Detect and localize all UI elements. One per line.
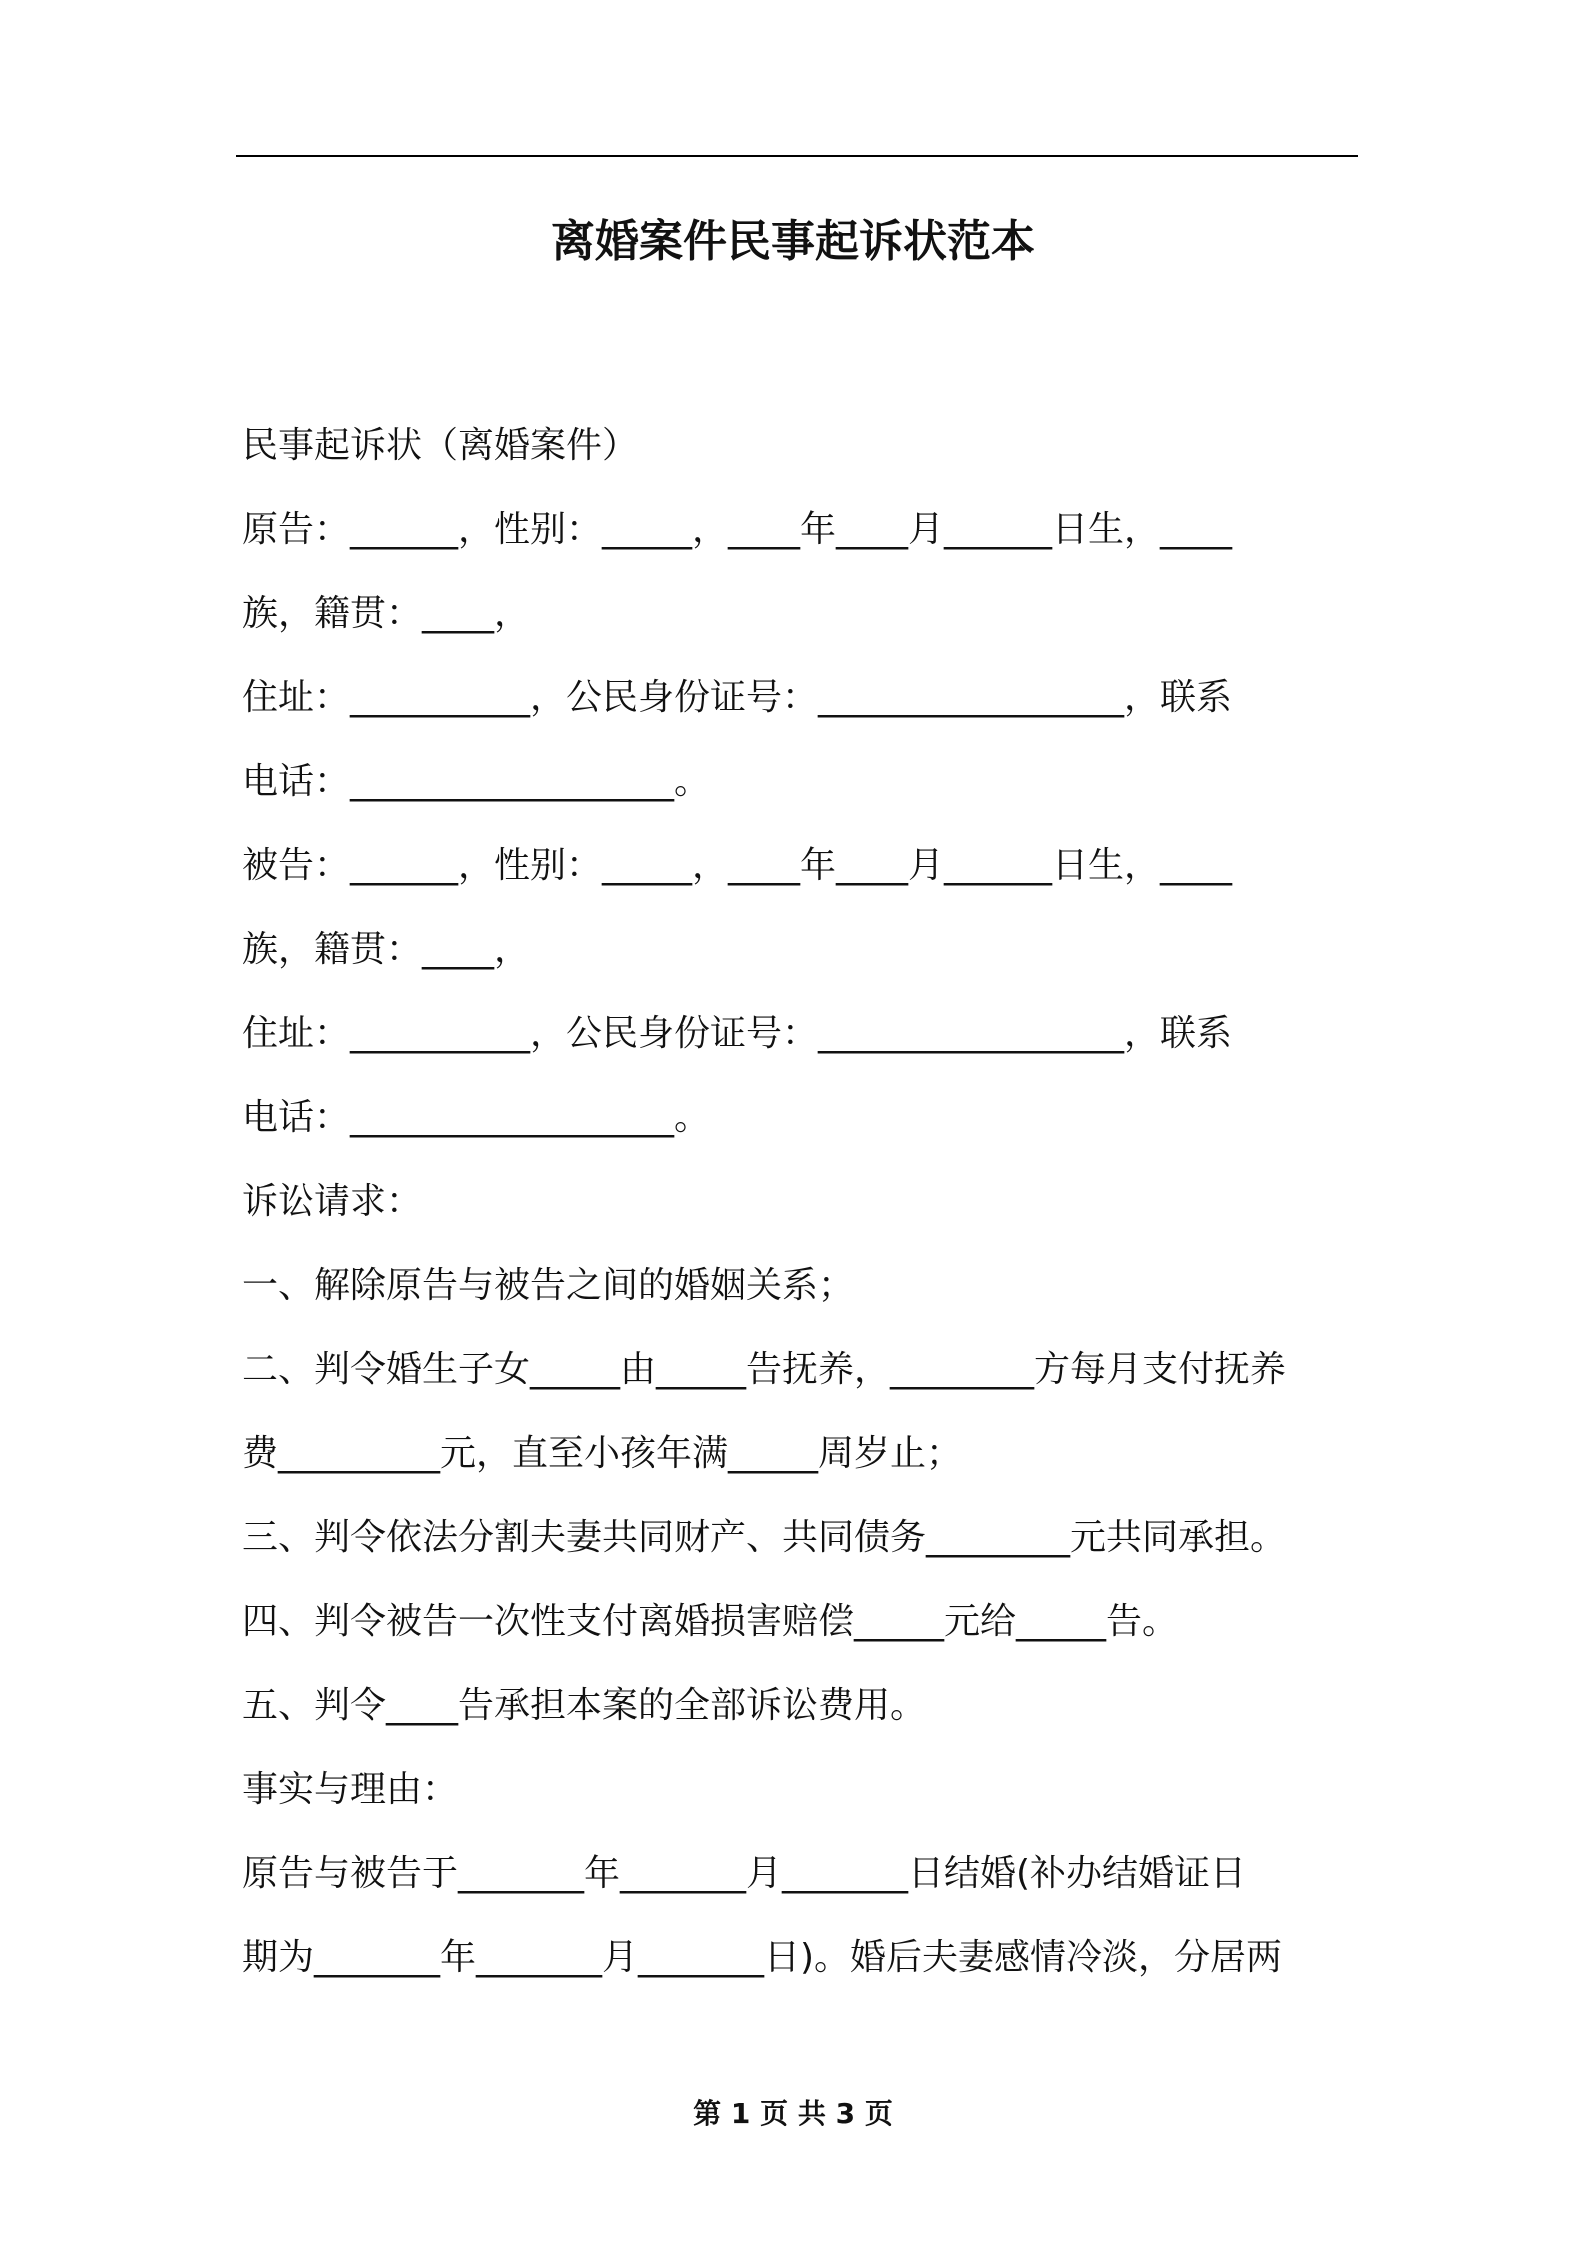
- plaintiff-phone-line: 电话：__________________。: [242, 761, 711, 802]
- defendant-info-line-1: 被告：______，性别：_____，____年____月______日生，____: [242, 845, 1233, 886]
- document-title: 离婚案件民事起诉状范本: [551, 216, 1035, 267]
- facts-line-1: 原告与被告于_______年_______月_______日结婚(补办结婚证日: [242, 1853, 1247, 1894]
- claim-item-2-line-1: 二、判令婚生子女_____由_____告抚养，________方每月支付抚养: [242, 1349, 1287, 1390]
- defendant-phone-line: 电话：__________________。: [242, 1097, 711, 1138]
- claim-item-1: 一、解除原告与被告之间的婚姻关系；: [242, 1265, 855, 1306]
- plaintiff-info-line-1: 原告：______，性别：_____，____年____月______日生，____: [242, 509, 1233, 550]
- plaintiff-info-line-2: 族，籍贯：____，: [242, 593, 531, 634]
- claim-item-3: 三、判令依法分割夫妻共同财产、共同债务________元共同承担。: [242, 1517, 1287, 1558]
- page-number-footer: 第 1 页 共 3 页: [693, 2097, 893, 2130]
- plaintiff-address-line: 住址：__________，公民身份证号：_________________，联系: [242, 677, 1233, 718]
- document-body: [242, 404, 1362, 2000]
- claims-heading: 诉讼请求：: [242, 1181, 423, 1222]
- defendant-address-line: 住址：__________，公民身份证号：_________________，联系: [242, 1013, 1233, 1054]
- complaint-heading: 民事起诉状（离婚案件）: [242, 425, 639, 466]
- claim-item-4: 四、判令被告一次性支付离婚损害赔偿_____元给_____告。: [242, 1601, 1179, 1642]
- claim-item-2-line-2: 费_________元，直至小孩年满_____周岁止；: [242, 1433, 963, 1474]
- facts-heading: 事实与理由：: [242, 1769, 459, 1810]
- defendant-info-line-2: 族，籍贯：____，: [242, 929, 531, 970]
- header-rule: [236, 155, 1358, 157]
- facts-line-2: 期为_______年_______月_______日)。婚后夫妻感情冷淡，分居两: [242, 1937, 1283, 1978]
- claim-item-5: 五、判令____告承担本案的全部诉讼费用。: [242, 1685, 927, 1726]
